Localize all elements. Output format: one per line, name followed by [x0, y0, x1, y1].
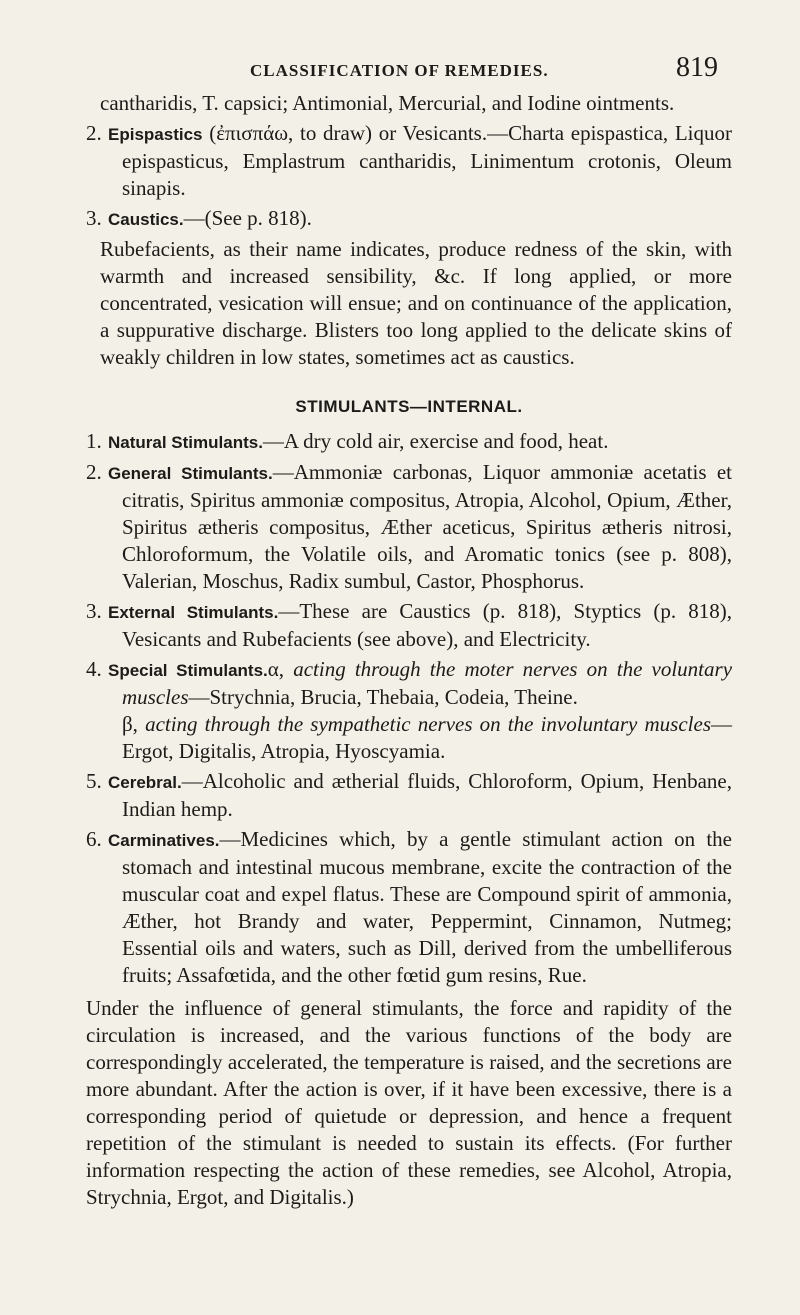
- closing-paragraph: Under the influence of general stimulants, the force and rapidity of the circulation is increased, and the various functions of the body are correspondingly accelerated, the temperature is raised, and the secretions are more abundant. After the action is over, if it have been excessive, there is a corresponding period of quietude or depression, and hence a frequent repetition of the stimulant is needed to sustain its effects. (For further information respecting the action of these remedies, see Alcohol, Atropia, Strychnia, Ergot, and Digitalis.): [86, 996, 732, 1209]
- continuation-text: cantharidis, T. capsici; Antimonial, Mercurial, and Iodine ointments.: [100, 91, 675, 115]
- special-stimulants-beta: β, acting through the sympathetic nerves on the involuntary muscles—Ergot, Digitalis, Atropia, Hyoscyamia.: [122, 712, 732, 763]
- list-item-general-stimulants: 2. General Stimulants.—Ammoniæ carbonas, Liquor ammoniæ acetatis et citratis, Spiritus ammoniæ compositus, Atropia, Alcohol, Opium, Æther, Spiritus ætheris compositus, Æther aceticus, Spiritus ætheris nitrosi, Chloroformum, the Volatile oils, and Aromatic tonics (see p. 808), Valerian, Moschus, Radix sumbul, Castor, Phosphorus.: [86, 460, 732, 593]
- list-item-carminatives: 6. Carminatives.—Medicines which, by a gentle stimulant action on the stomach and intestinal mucous membrane, excite the contraction of the muscular coat and expel flatus. These are Compound spirit of ammonia, Æther, hot Brandy and water, Peppermint, Cinnamon, Nutmeg; Essential oils and waters, such as Dill, derived from the umbelliferous fruits; Assafœtida, and the other fœtid gum resins, Rue.: [86, 827, 732, 987]
- list-item-epispastics: 2. Epispastics (ἐπισπάω, to draw) or Vesicants.—Charta epispastica, Liquor epispasticus, Emplastrum cantharidis, Linimentum crotonis, Oleum sinapis.: [86, 121, 733, 200]
- list-item-external-stimulants: 3. External Stimulants.—These are Caustics (p. 818), Styptics (p. 818), Vesicants and Rubefacients (see above), and Electricity.: [86, 599, 732, 651]
- page-body: [86, 90, 732, 1211]
- page-number: 819: [676, 52, 718, 83]
- list-item-cerebral: 5. Cerebral.—Alcoholic and ætherial fluids, Chloroform, Opium, Henbane, Indian hemp.: [86, 769, 732, 821]
- rubefacients-paragraph: Rubefacients, as their name indicates, produce redness of the skin, with warmth and increased sensibility, &c. If long applied, or more concentrated, vesication will ensue; and on continuance of the application, a suppurative discharge. Blisters too long applied to the delicate skins of weakly children in low states, sometimes act as caustics.: [100, 237, 732, 369]
- list-item-caustics: 3. Caustics.—(See p. 818).: [86, 206, 312, 230]
- list-item-natural-stimulants: 1. Natural Stimulants.—A dry cold air, exercise and food, heat.: [86, 429, 609, 453]
- running-head: [250, 52, 718, 84]
- list-item-special-stimulants: 4. Special Stimulants.α, acting through the moter nerves on the voluntary muscles—Strychnia, Brucia, Thebaia, Codeia, Theine.: [86, 657, 733, 709]
- section-heading: STIMULANTS—INTERNAL.: [295, 397, 523, 416]
- running-head-title: CLASSIFICATION OF REMEDIES.: [250, 61, 549, 80]
